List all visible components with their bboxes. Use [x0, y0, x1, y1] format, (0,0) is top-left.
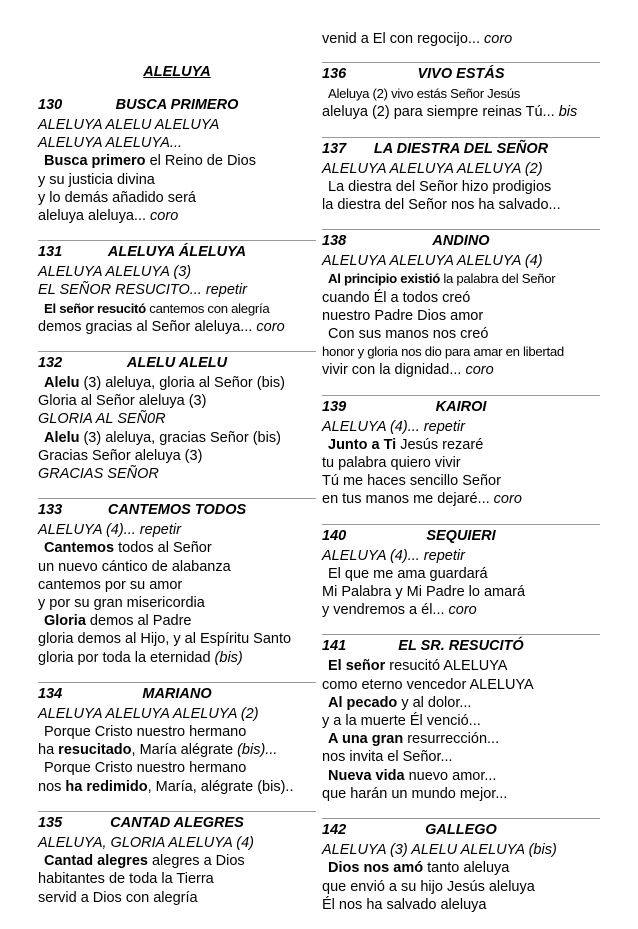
- lyric-line: [322, 252, 600, 270]
- lyric-line: [322, 896, 600, 914]
- lyric-text: Jesús rezaré: [396, 436, 484, 453]
- lyric-line: [322, 730, 600, 748]
- lyric-line: [38, 870, 316, 888]
- song-header: [38, 682, 316, 705]
- lyric-line: [322, 343, 600, 361]
- song-block: [322, 395, 600, 509]
- lyric-text: GRACIAS SEÑOR: [38, 466, 159, 483]
- lyric-text: coro: [448, 602, 477, 619]
- lyric-line: [322, 547, 600, 565]
- song-block: [322, 818, 600, 914]
- lyric-text: como eterno vencedor ALELUYA: [322, 676, 534, 693]
- song-title: ALELUYA ÁLELUYA: [107, 244, 247, 261]
- song-header: [38, 94, 316, 116]
- lyric-line: [38, 630, 316, 648]
- lyric-text: Alelu: [44, 375, 80, 392]
- lyric-line: [322, 472, 600, 490]
- lyric-line: [38, 778, 316, 796]
- lyric-text: que envió a su hijo Jesús aleluya: [322, 878, 535, 895]
- lyric-line: [38, 705, 316, 723]
- lyric-line: [38, 759, 316, 777]
- lyric-line: [322, 361, 600, 379]
- lyric-text: ALELUYA ALELUYA ALELUYA (4): [322, 253, 543, 270]
- song-block: [38, 240, 316, 336]
- song-number: 142: [322, 822, 347, 839]
- song-header: [322, 395, 600, 418]
- lyric-text: y su justicia divina: [38, 171, 155, 188]
- song-number: 133: [38, 502, 63, 519]
- lyric-text: ha: [38, 742, 59, 759]
- song-number: 131: [38, 244, 63, 261]
- lyric-line: [322, 103, 600, 121]
- lyric-text: Él nos ha salvado aleluya: [322, 896, 487, 913]
- right-column: [322, 30, 600, 929]
- lyric-line: [38, 429, 316, 447]
- song-number: 138: [322, 233, 347, 250]
- lyric-text: todos al Señor: [114, 540, 212, 557]
- lyric-line: [322, 601, 600, 619]
- lyric-line: [38, 834, 316, 852]
- song-title: GALLEGO: [425, 822, 497, 839]
- lyric-line: [38, 612, 316, 630]
- lyric-text: que harán un mundo mejor...: [322, 785, 508, 802]
- lyric-line: [322, 676, 600, 694]
- song-title: CANTEMOS TODOS: [107, 502, 247, 519]
- right-song-list: [322, 62, 600, 914]
- lyric-text: ALELUYA ALELUYA ALELUYA (2): [322, 160, 543, 177]
- lyric-line: [322, 767, 600, 785]
- lyric-text: Cantemos: [44, 540, 115, 557]
- lyric-line: [38, 374, 316, 392]
- lyric-text: ALELUYA (3) ALELU ALELUYA (bis): [322, 842, 557, 859]
- song-number: 140: [322, 527, 347, 544]
- lyric-line: [322, 657, 600, 675]
- lyric-text: (bis)...: [237, 742, 278, 759]
- lyric-text: demos gracias al Señor aleluya...: [38, 318, 257, 335]
- lyric-text: Gloria: [44, 613, 86, 630]
- continuation-line: [322, 30, 600, 48]
- lyric-text: EL SEÑOR RESUCITO... repetir: [38, 282, 247, 299]
- song-header: [38, 240, 316, 263]
- lyric-line: [322, 436, 600, 454]
- lyric-text: , María alégrate: [131, 742, 238, 759]
- lyric-text: resucitado: [58, 742, 132, 759]
- lyric-text: ALELUYA, GLORIA ALELUYA (4): [38, 834, 254, 851]
- lyric-text: ha redimido: [65, 778, 148, 795]
- lyric-text: Porque Cristo nuestro hermano: [44, 760, 247, 777]
- song-block: [322, 137, 600, 215]
- lyric-line: [38, 649, 316, 667]
- song-number: 136: [322, 66, 347, 83]
- lyric-line: [322, 565, 600, 583]
- lyric-text: Al pecado: [328, 694, 398, 711]
- lyric-text: Al principio existió: [328, 271, 440, 287]
- lyric-line: [322, 307, 600, 325]
- lyric-line: [38, 189, 316, 207]
- lyric-line: [38, 723, 316, 741]
- lyric-text: y vendremos a él...: [322, 602, 449, 619]
- lyric-text: tu palabra quiero vivir: [322, 455, 461, 472]
- lyric-line: [322, 748, 600, 766]
- lyric-text: gloria demos al Hijo, y al Espíritu Santo: [38, 631, 292, 648]
- lyric-line: [38, 281, 316, 299]
- lyric-line: [322, 454, 600, 472]
- lyric-text: GLORIA AL SEÑ0R: [38, 411, 166, 428]
- lyric-text: y por su gran misericordia: [38, 595, 205, 612]
- lyric-text: Dios nos amó: [328, 860, 424, 877]
- lyric-text: coro: [256, 318, 285, 335]
- song-title: CANTAD ALEGRES: [110, 814, 244, 831]
- song-title: EL SR. RESUCITÓ: [398, 638, 524, 655]
- lyric-text: demos al Padre: [85, 613, 192, 630]
- lyric-line: [38, 410, 316, 428]
- lyric-text: (3) aleluya, gloria al Señor (bis): [79, 375, 285, 392]
- lyric-text: y a la muerte Él venció...: [322, 713, 481, 730]
- song-block: [38, 682, 316, 796]
- lyric-text: Porque Cristo nuestro hermano: [44, 724, 247, 741]
- song-title: SEQUIERI: [426, 527, 496, 544]
- continuation-text: venid a El con regocijo...: [322, 31, 480, 47]
- lyric-text: cantemos con alegría: [145, 300, 270, 316]
- lyric-text: , María, alégrate (bis)..: [147, 778, 294, 795]
- song-number: 139: [322, 398, 347, 415]
- continuation-tag: coro: [484, 31, 513, 47]
- lyric-text: El señor resucitó: [44, 300, 146, 316]
- lyric-line: [322, 712, 600, 730]
- lyric-text: la diestra del Señor nos ha salvado...: [322, 197, 561, 214]
- lyric-line: [322, 418, 600, 436]
- lyric-line: [322, 785, 600, 803]
- lyric-line: [38, 318, 316, 336]
- song-block: [322, 229, 600, 379]
- lyric-text: Gracias Señor aleluya (3): [38, 447, 203, 464]
- lyric-line: [38, 741, 316, 759]
- song-header: [38, 811, 316, 834]
- lyric-text: Mi Palabra y Mi Padre lo amará: [322, 584, 526, 601]
- lyric-line: [322, 289, 600, 307]
- lyric-text: el Reino de Dios: [145, 153, 256, 170]
- left-song-list: [38, 94, 316, 907]
- lyric-text: vivir con la dignidad...: [322, 362, 466, 379]
- song-number: 132: [38, 355, 63, 372]
- lyric-line: [322, 196, 600, 214]
- song-header: [322, 818, 600, 841]
- lyric-text: aleluya aleluya...: [38, 208, 151, 225]
- lyric-text: Nueva vida: [328, 767, 405, 784]
- song-block: [322, 62, 600, 121]
- song-block: [38, 351, 316, 483]
- song-title: KAIROI: [435, 398, 487, 415]
- lyric-text: La diestra del Señor hizo prodigios: [328, 178, 552, 195]
- song-number: 135: [38, 814, 63, 831]
- lyric-line: [38, 207, 316, 225]
- lyric-text: nos: [38, 778, 66, 795]
- lyric-line: [38, 134, 316, 152]
- lyric-text: alegres a Dios: [147, 853, 245, 870]
- lyric-text: Cantad alegres: [44, 853, 148, 870]
- song-title: LA DIESTRA DEL SEÑOR: [373, 140, 549, 157]
- lyric-text: habitantes de toda la Tierra: [38, 871, 214, 888]
- lyric-text: Tú me haces sencillo Señor: [322, 473, 501, 490]
- lyric-text: nos invita el Señor...: [322, 749, 453, 766]
- lyric-text: un nuevo cántico de alabanza: [38, 558, 231, 575]
- lyric-text: ALELUYA ALELU ALELUYA: [38, 117, 220, 133]
- lyric-line: [322, 160, 600, 178]
- lyric-text: ALELUYA ALELUYA ALELUYA (2): [38, 705, 259, 722]
- lyric-line: [322, 694, 600, 712]
- lyric-text: y lo demás añadido será: [38, 189, 196, 206]
- song-header: [322, 62, 600, 85]
- lyric-text: nuevo amor...: [404, 767, 497, 784]
- lyric-text: Alelu: [44, 429, 80, 446]
- lyric-text: nuestro Padre Dios amor: [322, 307, 484, 324]
- lyric-line: [322, 325, 600, 343]
- lyric-text: ALELUYA (4)... repetir: [38, 522, 181, 539]
- section-title: ALELUYA: [143, 64, 211, 80]
- lyric-text: gloria por toda la eternidad: [38, 649, 215, 666]
- song-header: [38, 351, 316, 374]
- lyric-line: [38, 576, 316, 594]
- lyric-line: [322, 270, 600, 288]
- song-block: [38, 498, 316, 667]
- lyric-line: [322, 583, 600, 601]
- lyric-text: Busca primero: [44, 153, 146, 170]
- lyric-line: [38, 465, 316, 483]
- lyric-line: [38, 594, 316, 612]
- lyric-line: [322, 859, 600, 877]
- song-number: 137: [322, 140, 347, 157]
- lyric-line: [322, 85, 600, 103]
- song-title: MARIANO: [142, 685, 212, 702]
- lyric-line: [38, 447, 316, 465]
- song-block: [38, 94, 316, 225]
- lyric-text: y al dolor...: [397, 694, 472, 711]
- lyric-text: honor y gloria nos dio para amar en libertad: [322, 344, 564, 360]
- song-block: [322, 634, 600, 803]
- lyric-text: Con sus manos nos creó: [328, 326, 489, 343]
- lyric-line: [38, 558, 316, 576]
- song-header: [322, 524, 600, 547]
- lyric-text: (3) aleluya, gracias Señor (bis): [79, 429, 281, 446]
- song-title: ANDINO: [432, 233, 490, 250]
- left-column: [38, 64, 316, 922]
- song-block: [322, 524, 600, 620]
- lyric-text: (bis): [214, 649, 243, 666]
- lyric-line: [38, 392, 316, 410]
- lyric-text: A una gran: [328, 731, 404, 748]
- lyric-text: ALELUYA ALELUYA (3): [38, 264, 192, 281]
- song-block: [38, 811, 316, 907]
- lyric-text: Junto a Ti: [328, 436, 397, 453]
- lyric-line: [38, 152, 316, 170]
- lyric-text: coro: [150, 208, 179, 225]
- lyric-line: [38, 539, 316, 557]
- song-number: 141: [322, 638, 347, 655]
- lyric-text: resucitó ALELUYA: [385, 658, 508, 675]
- lyric-text: tanto aleluya: [423, 860, 510, 877]
- lyric-text: resurrección...: [403, 731, 500, 748]
- lyric-text: ALELUYA (4)... repetir: [322, 547, 465, 564]
- lyric-line: [38, 263, 316, 281]
- song-title: ALELU ALELU: [126, 355, 228, 372]
- lyric-text: servid a Dios con alegría: [38, 889, 198, 906]
- lyric-line: [322, 878, 600, 896]
- lyric-text: cuando Él a todos creó: [322, 289, 471, 306]
- song-title: BUSCA PRIMERO: [115, 97, 239, 113]
- song-header: [322, 229, 600, 252]
- lyric-line: [322, 178, 600, 196]
- lyric-text: El que me ama guardará: [328, 565, 488, 582]
- lyric-line: [38, 521, 316, 539]
- lyric-text: bis: [558, 104, 578, 121]
- lyric-text: la palabra del Señor: [439, 271, 556, 287]
- lyric-line: [38, 116, 316, 134]
- lyric-text: Gloria al Señor aleluya (3): [38, 393, 207, 410]
- song-title: VIVO ESTÁS: [417, 66, 505, 83]
- song-header: [38, 498, 316, 521]
- lyric-text: coro: [493, 491, 522, 508]
- lyric-text: ALELUYA (4)... repetir: [322, 418, 465, 435]
- lyric-text: aleluya (2) para siempre reinas Tú...: [322, 104, 559, 121]
- lyric-line: [38, 300, 316, 318]
- lyric-line: [38, 852, 316, 870]
- lyric-text: El señor: [328, 658, 386, 675]
- song-header: [322, 137, 600, 160]
- song-header: [322, 634, 600, 657]
- song-number: 130: [38, 97, 63, 113]
- lyric-text: Aleluya (2) vivo estás Señor Jesús: [328, 86, 521, 102]
- lyric-text: cantemos por su amor: [38, 576, 183, 593]
- lyric-text: ALELUYA ALELUYA...: [38, 135, 183, 152]
- lyric-text: en tus manos me dejaré...: [322, 491, 494, 508]
- lyric-line: [322, 490, 600, 508]
- song-number: 134: [38, 685, 63, 702]
- lyric-line: [38, 171, 316, 189]
- lyric-line: [322, 841, 600, 859]
- lyric-text: coro: [465, 362, 494, 379]
